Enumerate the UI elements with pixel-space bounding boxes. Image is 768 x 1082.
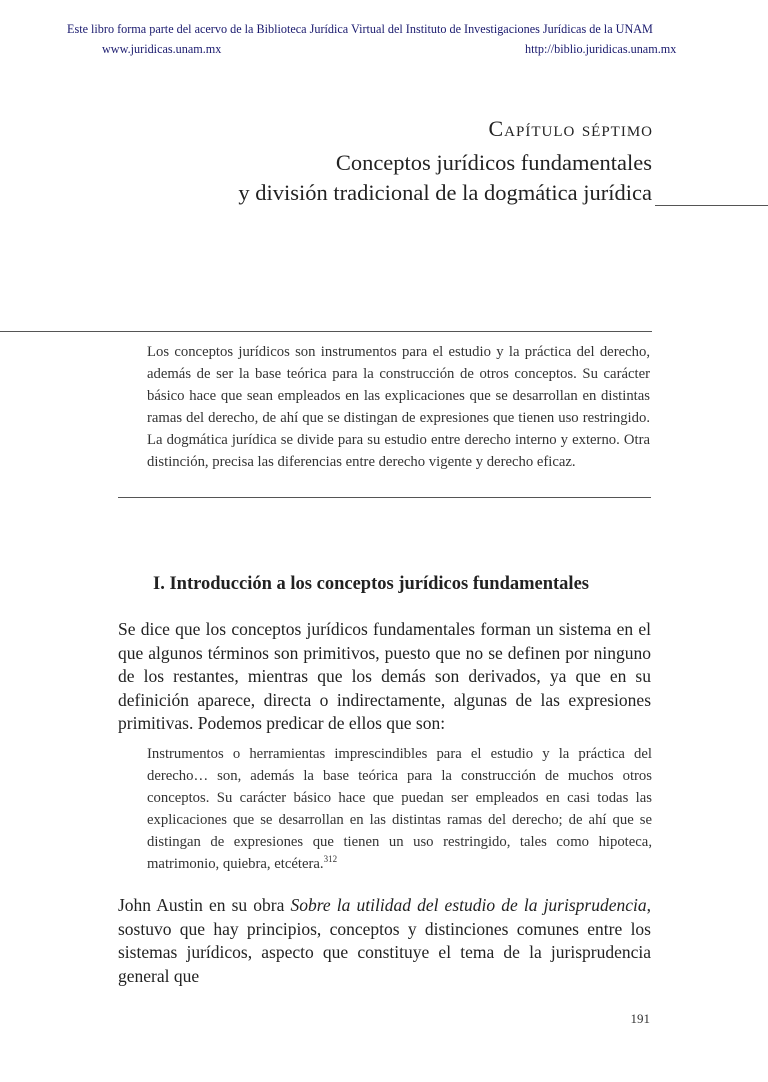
chapter-abstract: Los conceptos jurídicos son instrumentos para el estudio y la práctica del derecho, además de ser la base teórica para la construcción de otros conceptos. Su carácter básico hace que sean empleados en las explicaciones que se desarrollan en distintas ramas del derecho, de ahí que se distingan de expresiones que tienen uso restringido. La dogmática jurídica se divide para su estudio entre derecho interno y externo. Otra distinción, precisa las diferencias entre derecho vigente y derecho eficaz.: [147, 344, 650, 470]
chapter-title-line1: Conceptos jurídicos fundamentales: [335, 150, 652, 175]
chapter-title: [238, 148, 652, 208]
chapter-label: Capítulo séptimo: [488, 116, 653, 141]
footnote-reference[interactable]: 312: [323, 854, 338, 865]
p2-rest: , sostuvo que hay principios, conceptos y distinciones comunes entre los sistemas jurídicos, aspecto que constituye el tema de la jurisprudencia general que: [118, 895, 651, 986]
banner-biblio-link[interactable]: http://biblio.juridicas.unam.mx: [525, 42, 677, 56]
book-title: Sobre la utilidad del estudio de la jurisprudencia: [290, 895, 647, 915]
block-quote: [147, 743, 652, 875]
chapter-title-line2: y división tradicional de la dogmática jurídica: [238, 180, 652, 205]
banner-site-link[interactable]: www.juridicas.unam.mx: [102, 42, 222, 56]
title-rule: [655, 205, 768, 206]
page-number: 191: [630, 1011, 650, 1026]
section-heading: I. Introducción a los conceptos jurídicos fundamentales: [153, 574, 589, 594]
body-paragraph-1: Se dice que los conceptos jurídicos fundamentales forman un sistema en el que algunos términos son primitivos, puesto que no se definen por ninguno de los restantes, mientras que los demás son derivados, ya que en su definición aparece, directa o indirectamente, algunas de las expresiones primitivas. Podemos predicar de ellos que son:: [118, 619, 651, 733]
body-paragraph-2: [118, 894, 651, 988]
abstract-bottom-rule: [118, 497, 651, 498]
p2-start: John Austin en su obra: [118, 895, 291, 915]
banner-notice: Este libro forma parte del acervo de la Biblioteca Jurídica Virtual del Instituto de Investigaciones Jurídicas de la UNAM: [67, 22, 653, 36]
quote-text: Instrumentos o herramientas imprescindibles para el estudio y la práctica del derecho… son, además la base teórica para la construcción de muchos otros conceptos. Su carácter básico hace que puedan ser empleados en casi todas las explicaciones que se desarrollan en las distintas ramas del derecho; de ahí que se distingan de expresiones que tienen un uso restringido, tales como hipoteca, matrimonio, quiebra, etcétera.: [147, 746, 652, 872]
abstract-top-rule: [0, 331, 652, 332]
